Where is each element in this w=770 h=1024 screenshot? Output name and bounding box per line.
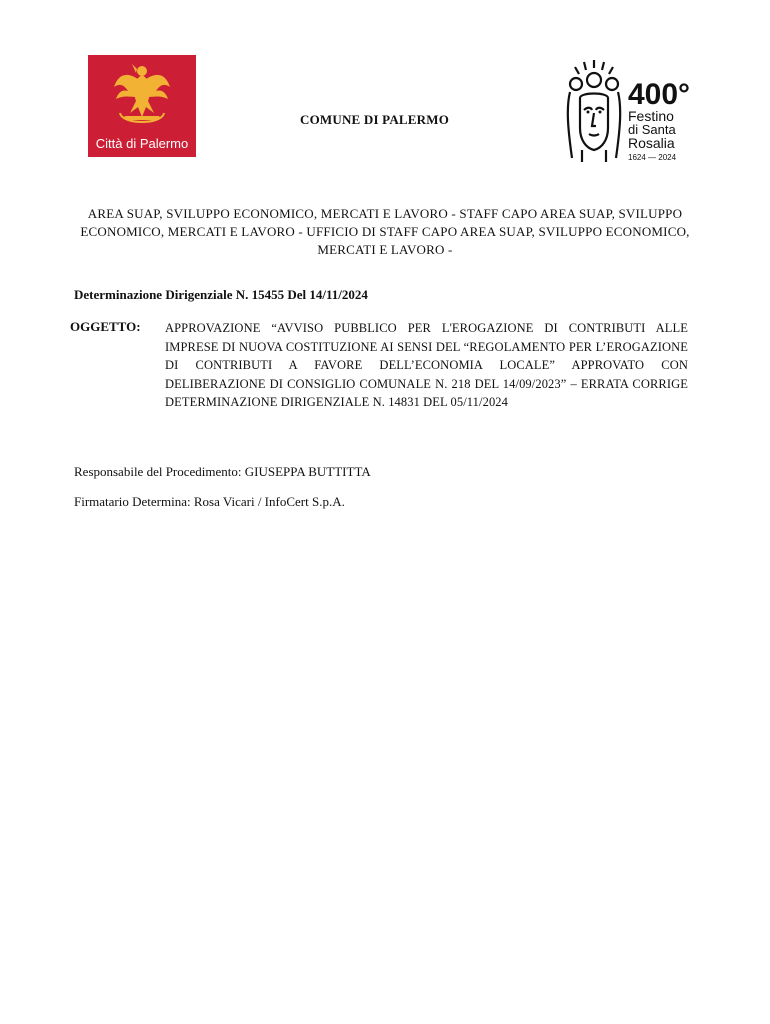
santa-rosalia-face-icon (562, 58, 626, 164)
festino-number: 400° (628, 78, 691, 111)
festino-years: 1624 — 2024 (628, 153, 677, 162)
oggetto-label: OGGETTO: (70, 319, 141, 334)
festino-line3: Rosalia (628, 135, 675, 151)
firmatario-determina: Firmatario Determina: Rosa Vicari / InfoCert S.p.A. (74, 494, 345, 509)
festino-line1: Festino (628, 108, 674, 124)
oggetto-text: APPROVAZIONE “AVVISO PUBBLICO PER L'EROGAZIONE DI CONTRIBUTI ALLE IMPRESE DI NUOVA COSTITUZIONE AI SENSI DEL “REGOLAMENTO PER L’EROGAZIONE DI CONTRIBUTI A FAVORE DELL’ECONOMIA LOCALE” APPROVATO CON DELIBERAZIONE DI CONSIGLIO COMUNALE N. 218 DEL 14/09/2023” – ERRATA CORRIGE DETERMINAZIONE DIRIGENZIALE N. 14831 DEL 05/11/2024 (165, 321, 688, 409)
festino-line2: di Santa (628, 122, 676, 137)
city-logo-text: Città di Palermo (95, 136, 189, 151)
determinazione-number: Determinazione Dirigenziale N. 15455 Del 14/11/2024 (74, 287, 368, 302)
festino-logo (562, 58, 702, 166)
eagle-crest-icon (110, 61, 174, 131)
page-title: COMUNE DI PALERMO (300, 112, 450, 127)
responsabile-procedimento: Responsabile del Procedimento: GIUSEPPA BUTTITTA (74, 464, 371, 479)
city-logo (88, 55, 196, 157)
area-heading: AREA SUAP, SVILUPPO ECONOMICO, MERCATI E LAVORO - STAFF CAPO AREA SUAP, SVILUPPO ECONOMICO, MERCATI E LAVORO - UFFICIO DI STAFF CAPO AREA SUAP, SVILUPPO ECONOMICO, MERCATI E LAVORO - (80, 206, 690, 257)
